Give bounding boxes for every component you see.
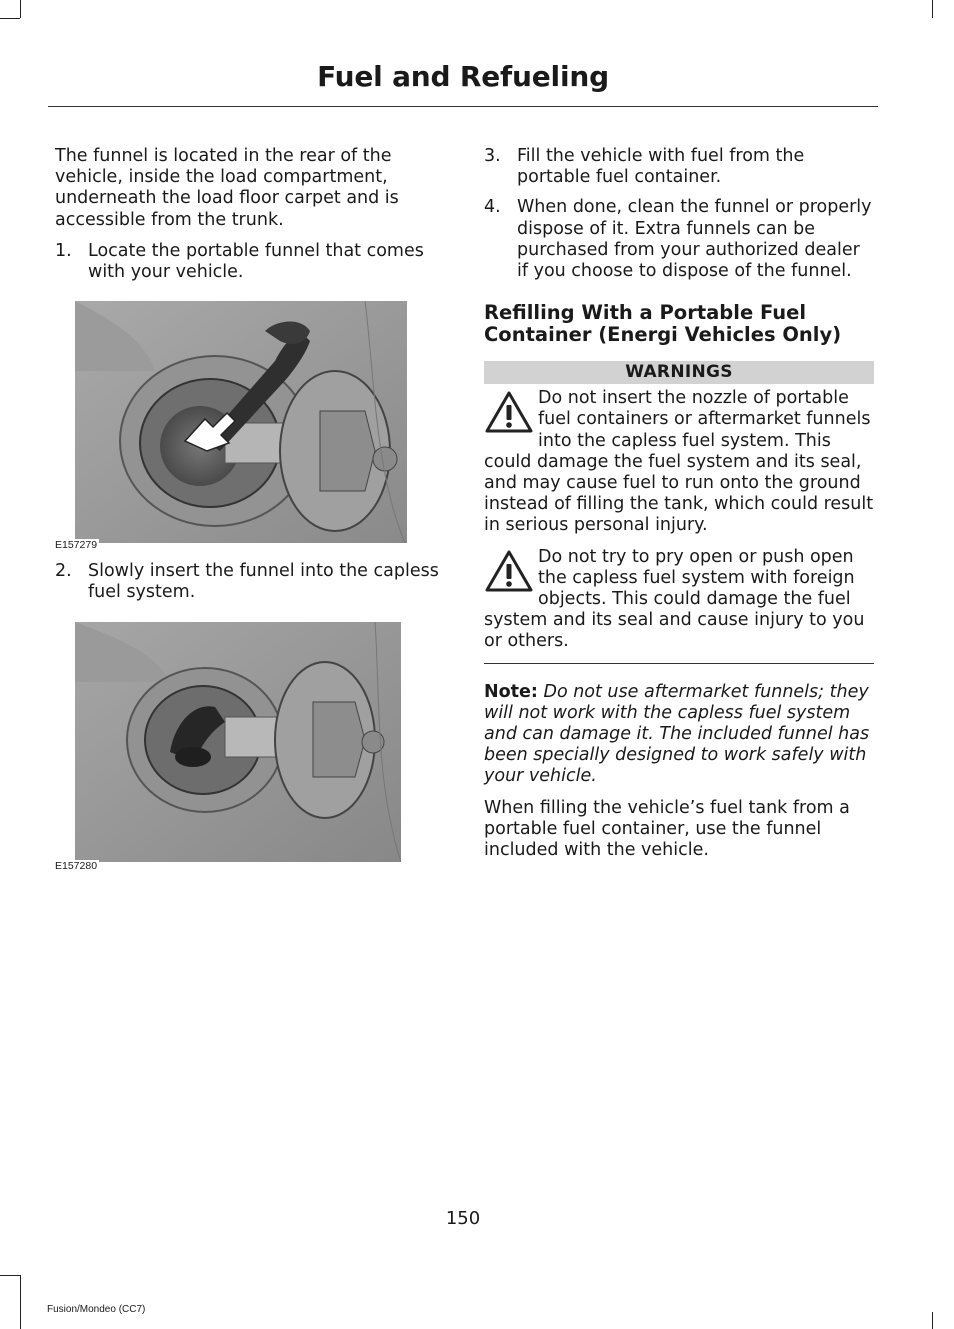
warning-text: Do not try to pry open or push open the capless fuel system with foreign objects. This could damage the fuel system and its seal and cause injury to you or others. [484, 546, 865, 652]
funnel-inserted-illustration [75, 622, 401, 862]
figure-code: E157279 [55, 539, 98, 552]
warnings-header: WARNINGS [484, 361, 874, 384]
warning-item [484, 388, 874, 536]
warnings-end-rule [484, 663, 874, 664]
footer-model: Fusion/Mondeo (CC7) [47, 1304, 146, 1315]
left-column [55, 146, 445, 882]
title-rule [48, 106, 878, 107]
crop-mark [0, 18, 20, 19]
right-column [484, 146, 874, 871]
crop-mark [20, 0, 21, 18]
list-item [484, 146, 874, 188]
figure-funnel-location [55, 301, 445, 552]
step-text: When done, clean the funnel or properly dispose of it. Extra funnels can be purchased from your authorized dealer if you choose to dispose of the funnel. [517, 197, 872, 282]
note-label: Note: [484, 681, 538, 702]
crop-mark [20, 1275, 21, 1329]
warning-text: Do not insert the nozzle of portable fuel containers or aftermarket funnels into the capless fuel system. This could damage the fuel system and its seal, and may cause fuel to run onto the ground instead of filling the tank, which could result in serious personal injury. [484, 388, 874, 536]
step-text: Slowly insert the funnel into the capless fuel system. [88, 561, 439, 603]
warning-item [484, 547, 874, 653]
crop-mark [0, 1275, 20, 1276]
list-item [55, 241, 445, 283]
step-number: 4. [484, 197, 501, 218]
section-heading: Refilling With a Portable Fuel Container (Energi Vehicles Only) [484, 301, 842, 346]
warning-triangle-icon [484, 549, 534, 593]
page-title: Fuel and Refueling [317, 60, 609, 93]
page-number: 150 [445, 1208, 481, 1229]
figure-funnel-inserted [55, 622, 445, 872]
step-number: 3. [484, 146, 501, 166]
note-paragraph [484, 682, 874, 788]
list-item [484, 197, 874, 282]
step-number: 1. [55, 240, 72, 261]
step-text: Fill the vehicle with fuel from the portable fuel container. [517, 146, 805, 188]
note-text: Do not use aftermarket funnels; they will not work with the capless fuel system and can damage it. The included funnel has been specially designed to work safely with your vehicle. [484, 681, 870, 787]
crop-mark [932, 0, 933, 18]
figure-code: E157280 [55, 859, 98, 872]
warning-triangle-icon [484, 390, 534, 434]
step-text: Locate the portable funnel that comes with your vehicle. [88, 240, 424, 283]
step-number: 2. [55, 561, 72, 582]
list-item [55, 561, 445, 603]
fuel-door-funnel-illustration [75, 301, 407, 543]
intro-paragraph: The funnel is located in the rear of the vehicle, inside the load compartment, underneath the load floor carpet and is accessible from the trunk. [55, 146, 399, 230]
closing-paragraph: When filling the vehicle’s fuel tank from a portable fuel container, use the funnel included with the vehicle. [484, 797, 850, 861]
crop-mark [932, 1312, 933, 1329]
